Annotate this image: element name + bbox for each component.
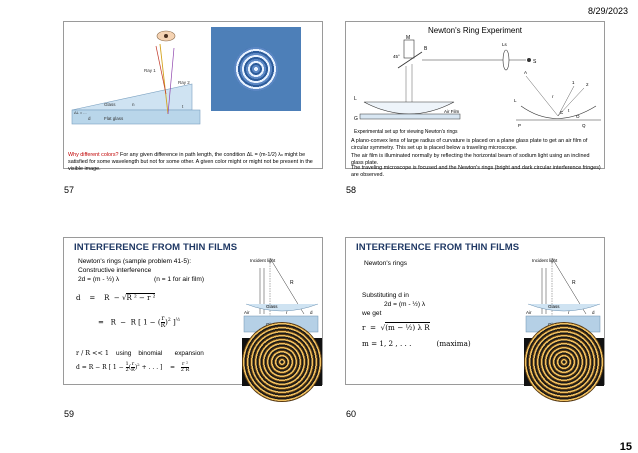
line-condition: 2d = (m - ½) λ xyxy=(78,276,120,283)
label-incident-light: Incident light xyxy=(250,258,276,263)
label-r-big: R xyxy=(572,280,576,286)
label-2: 2 xyxy=(586,82,589,87)
label-a: A xyxy=(524,70,528,75)
paragraph-1: A plano-convex lens of large radius of curvature is placed on a plane glass plate to get an air film of circular symmetry. This set up is placed below a traveling microscope. xyxy=(351,138,588,152)
flat-glass-plate xyxy=(72,110,200,124)
slide-60-heading: INTERFERENCE FROM THIN FILMS xyxy=(356,242,520,253)
glass-plate-g xyxy=(360,114,460,119)
slide-58[interactable] xyxy=(345,21,605,179)
line-condition: 2d = (m - ½) λ xyxy=(384,301,426,308)
label-incident-light: Incident light xyxy=(532,258,558,263)
label-l-left: L xyxy=(354,96,357,102)
source-s xyxy=(527,58,531,62)
rings-pattern xyxy=(242,322,322,402)
rings-photo xyxy=(242,338,322,386)
equation-d-approx: d = R − R [ 1 − $\frac{1}{2}$ ( $\frac{r}{R}$ )$^2$ + . . . ] = $\frac{\text{r ²}}{2 R}$ xyxy=(76,361,190,373)
label-r: r xyxy=(552,94,554,99)
paragraph-2: The air film is illuminated normally by reflecting the horizontal beam of sodium light using an inclined glass plate. xyxy=(351,153,590,167)
label-p: P xyxy=(518,123,522,128)
microscope-tube xyxy=(404,40,414,58)
label-ray2: Ray 2 xyxy=(178,80,190,85)
plano-convex-lens xyxy=(364,102,454,114)
label-glass-top: Glass xyxy=(266,304,278,309)
slide-57-caption xyxy=(68,152,318,173)
label-d: d xyxy=(310,310,313,315)
equation-d-expanded: = R − R [ 1 − ( $\frac{r}{R}$ )$^2$ ]$^{\frac{1}{2}}$ xyxy=(98,315,181,329)
line-we-get: we get xyxy=(362,310,382,317)
label-r-small: r xyxy=(568,310,570,315)
slide-number-60: 60 xyxy=(346,409,357,419)
label-air: Air xyxy=(526,310,532,315)
rings-pattern xyxy=(524,322,604,402)
label-r-small: r xyxy=(286,310,288,315)
lens-ls xyxy=(503,50,509,70)
label-q: Q xyxy=(582,123,586,128)
slide-number-58: 58 xyxy=(346,185,357,195)
label-c: C xyxy=(560,110,564,115)
label-ls: Ls xyxy=(502,42,507,47)
label-n: n xyxy=(132,102,135,107)
rings-photo xyxy=(524,338,604,386)
label-t: t xyxy=(568,108,570,113)
lens-surface xyxy=(528,304,600,311)
caption-body: For any given difference in path length, the condition ΔL = (m-1/2) λₙ might be satisfied for some wavelength but not for some other. A given color might or might not be present in the visible image. xyxy=(68,152,313,173)
slide-60[interactable] xyxy=(345,237,605,385)
thin-film-diagram xyxy=(64,22,214,147)
line-constructive: Constructive interference xyxy=(78,267,152,274)
setup-caption: Experimental set up for viewing Newton's rings xyxy=(354,129,458,135)
label-glass: Glass xyxy=(104,102,116,107)
label-o: O xyxy=(576,114,580,119)
approximation-line: r / R << 1 using binomial expansion xyxy=(76,349,204,357)
label-s: S xyxy=(533,59,537,65)
caption-question: Why different colors? xyxy=(68,152,119,158)
page-number: 15 xyxy=(619,441,632,453)
equation-d-sqrt: d = R − √R ² − r ² xyxy=(76,294,156,302)
label-glass-top: Glass xyxy=(548,304,560,309)
label-m: M xyxy=(406,35,411,41)
line-sample-problem: Newton's rings (sample problem 41-5): xyxy=(78,258,192,265)
label-ray1: Ray 1 xyxy=(144,68,156,73)
label-air-film: Air Film xyxy=(444,109,460,114)
label-l-right: L xyxy=(514,98,517,103)
label-r-big: R xyxy=(290,280,294,286)
label-angle: 45° xyxy=(393,54,400,59)
slide-57[interactable] xyxy=(63,21,323,173)
label-t: t xyxy=(182,104,184,109)
label-1: 1 xyxy=(572,80,575,85)
eye-pupil xyxy=(164,34,168,38)
equation-r: r = √(m − ½) λ R xyxy=(362,323,430,332)
label-b: B xyxy=(424,46,428,52)
slide-59[interactable] xyxy=(63,237,323,385)
slide-number-57: 57 xyxy=(64,185,75,195)
label-delta-l: ΔL = ... xyxy=(74,110,87,115)
line-substituting: Substituting d in xyxy=(362,292,409,299)
date-label: 8/29/2023 xyxy=(587,6,628,16)
subtitle-newtons-rings: Newton's rings xyxy=(364,260,408,267)
line-air-film-note: (n = 1 for air film) xyxy=(154,276,205,283)
label-d: d xyxy=(88,116,91,121)
lens-detail xyxy=(521,106,596,119)
equation-m: m = 1, 2 , . . . (maxima) xyxy=(362,339,471,348)
newton-rings-photo xyxy=(211,27,301,111)
rings-pattern xyxy=(234,47,278,91)
label-g: G xyxy=(354,116,358,122)
newton-ring-setup-diagram xyxy=(346,36,606,136)
slide-58-title: Newton's Ring Experiment xyxy=(427,26,522,35)
label-flat-glass: Flat glass xyxy=(104,116,124,121)
slide-number-59: 59 xyxy=(64,409,75,419)
label-air: Air xyxy=(244,310,250,315)
paragraph-3: The traveling microscope is focused and the Newton's rings (bright and dark circular interference fringes) are observed. xyxy=(351,165,601,179)
slide-59-heading: INTERFERENCE FROM THIN FILMS xyxy=(74,242,238,253)
lens-surface xyxy=(246,304,318,311)
label-d: d xyxy=(592,310,595,315)
